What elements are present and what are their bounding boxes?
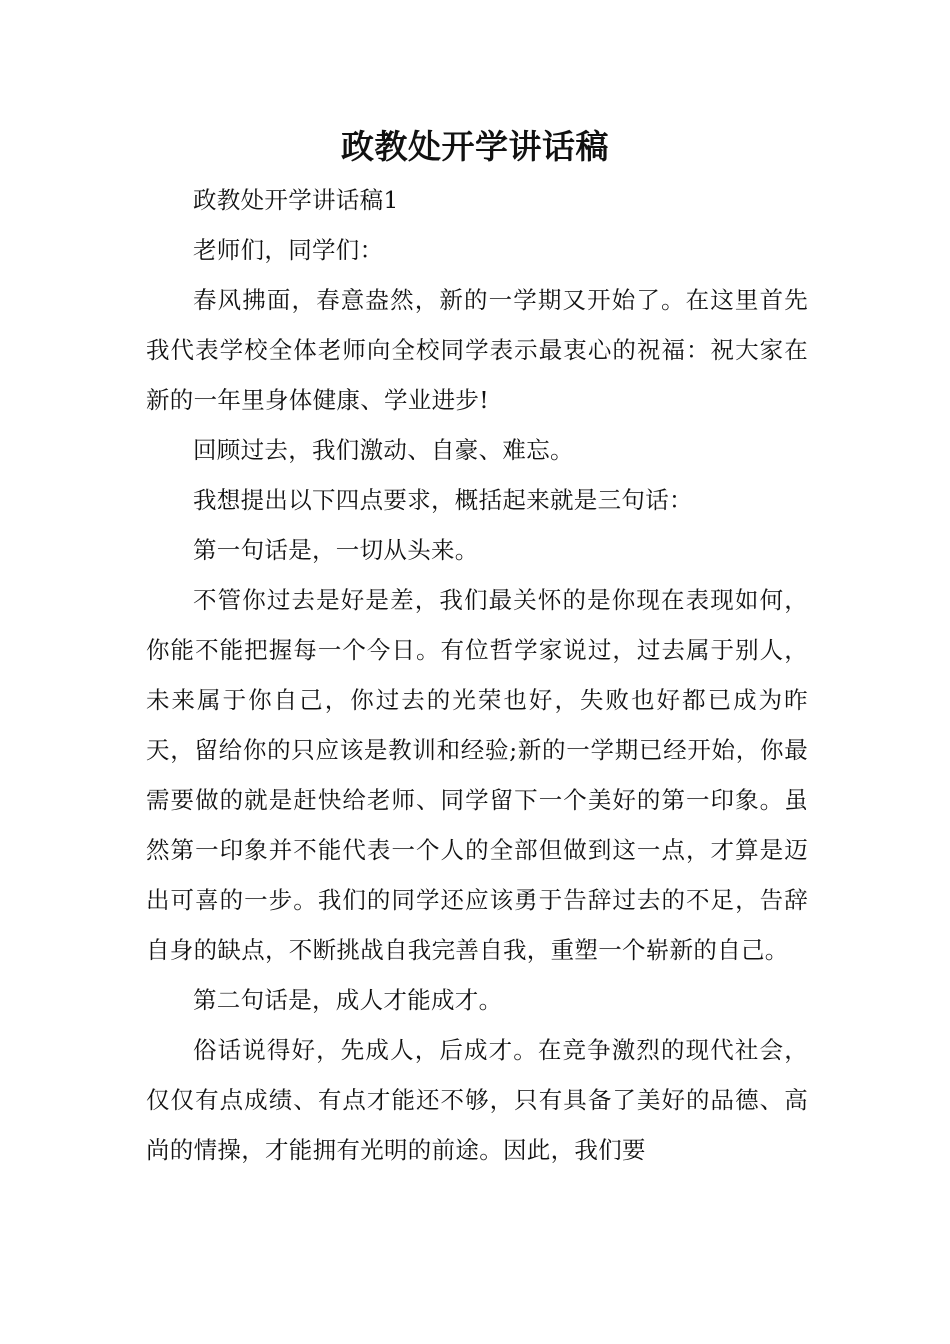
paragraph: 我想提出以下四点要求，概括起来就是三句话： bbox=[193, 486, 693, 514]
document-title: 政教处开学讲话稿 bbox=[341, 127, 609, 166]
paragraph: 俗话说得好，先成人，后成才。在竞争激烈的现代社会，仅仅有点成绩、有点才能还不够，只有具备了美好的品德、高尚的情操，才能拥有光明的前途。因此，我们要 bbox=[146, 1036, 808, 1164]
paragraph: 老师们，同学们： bbox=[193, 236, 384, 264]
paragraph: 回顾过去，我们激动、自豪、难忘。 bbox=[193, 436, 574, 464]
paragraph: 春风拂面，春意盎然，新的一学期又开始了。在这里首先我代表学校全体老师向全校同学表示最衷心的祝福：祝大家在新的一年里身体健康、学业进步! bbox=[146, 286, 808, 414]
document-body bbox=[146, 175, 808, 1175]
paragraph: 政教处开学讲话稿1 bbox=[193, 186, 399, 214]
paragraph: 第二句话是，成人才能成才。 bbox=[193, 986, 503, 1014]
paragraph: 第一句话是，一切从头来。 bbox=[193, 536, 479, 564]
paragraph: 不管你过去是好是差，我们最关怀的是你现在表现如何，你能不能把握每一个今日。有位哲学家说过，过去属于别人，未来属于你自己，你过去的光荣也好，失败也好都已成为昨天，留给你的只应该是教训和经验;新的一学期已经开始，你最需要做的就是赶快给老师、同学留下一个美好的第一印象。虽然第一印象并不能代表一个人的全部但做到这一点，才算是迈出可喜的一步。我们的同学还应该勇于告辞过去的不足，告辞自身的缺点，不断挑战自我完善自我，重塑一个崭新的自己。 bbox=[146, 586, 808, 964]
